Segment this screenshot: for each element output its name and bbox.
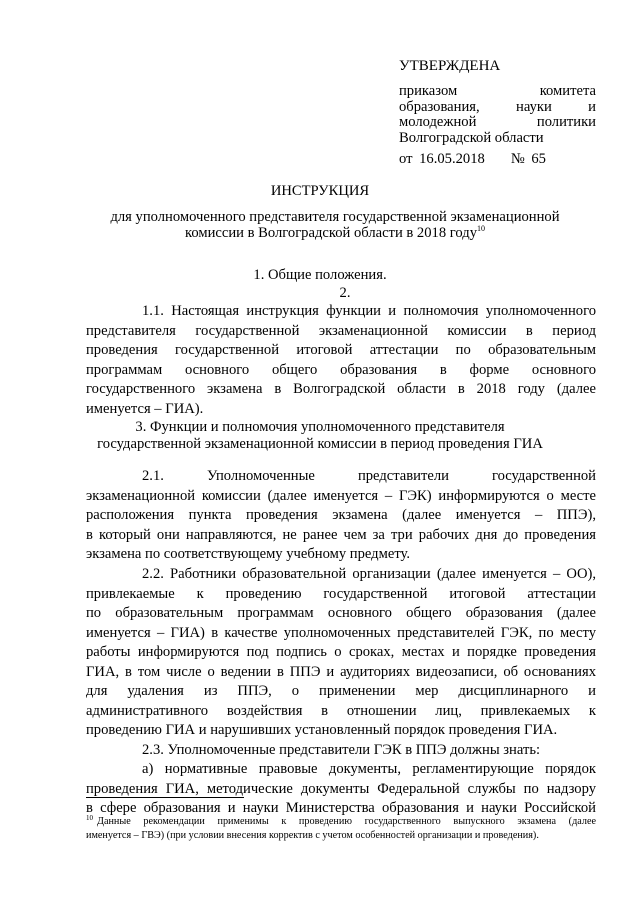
- footnote-number: 10: [86, 813, 93, 822]
- paragraph-a: [86, 760, 596, 819]
- paragraph-1-1: [86, 302, 596, 419]
- para-line: программам основного общего образования в форме основного: [86, 361, 596, 378]
- para-line: ГИА, в том числе о ведении в ППЭ и аудиториях видеозаписи, об основаниях: [86, 663, 596, 680]
- para-line: а) нормативные правовые документы, регламентирующие порядок: [142, 761, 596, 777]
- footnote-separator: [86, 797, 244, 798]
- approval-line: Волгоградской области: [399, 129, 544, 146]
- para-line: в сфере образования и науки Министерства образования и науки Российской: [86, 800, 596, 816]
- para-line: привлекаемые к проведению государственной итоговой аттестации: [86, 585, 596, 602]
- approval-line: образования, науки и: [399, 98, 596, 115]
- para-line: экзамена по соответствующему учебному предмету.: [86, 546, 410, 562]
- para-line: в который они направляются, не ранее чем за три рабочих дня до проведения: [86, 526, 596, 543]
- approval-line: молодежной политики: [399, 114, 596, 130]
- approval-number: № 65: [510, 151, 546, 167]
- para-line: 2.3. Уполномоченные представители ГЭК в ППЭ должны знать:: [142, 742, 541, 758]
- para-line: именуется – ГИА).: [86, 400, 204, 417]
- paragraph-2-1: [86, 467, 596, 565]
- paragraph-2-3: [86, 741, 596, 761]
- para-line: проведению ГИА и нарушивших установленный порядок проведения ГИА.: [86, 722, 558, 738]
- footnote: [86, 815, 596, 843]
- para-line: для удаления из ППЭ, о применении мер дисциплинарного и: [86, 683, 596, 699]
- para-line: расположения пункта проведения экзамена (далее именуется – ППЭ),: [86, 507, 596, 523]
- para-line: по образовательным программам основного общего образования (далее: [86, 605, 596, 621]
- para-line: проведения ГИА, методические документы Федеральной службы по надзору: [86, 780, 596, 797]
- section-heading-general: 1. Общие положения.: [253, 267, 387, 283]
- approval-date-number: [399, 150, 546, 170]
- para-line: проведения государственной итоговой аттестации по образовательным: [86, 342, 596, 358]
- subtitle-line: для уполномоченного представителя государственной экзаменационной: [110, 209, 560, 225]
- approval-line: приказом комитета: [399, 83, 596, 99]
- section-heading-functions: [0, 419, 640, 453]
- para-line: работы информируются под подпись о сроках, местах и порядке проведения: [86, 644, 596, 660]
- document-subtitle: [100, 209, 570, 241]
- para-line: именуется – ГИА) в качестве уполномоченных представителей ГЭК, по месту: [86, 624, 596, 641]
- para-line: 2.2. Работники образовательной организации (далее именуется – ОО),: [142, 566, 596, 582]
- section-stray-number: 2.: [339, 285, 351, 301]
- heading-line: государственной экзаменационной комиссии в период проведения ГИА: [97, 436, 543, 452]
- para-line: административного воздействия в отношении лиц, привлекаемых к: [86, 702, 596, 719]
- approval-title: УТВЕРЖДЕНА: [399, 58, 501, 74]
- footnote-line: Данные рекомендации применимы к проведению государственного выпускного экзамена (далее: [97, 816, 596, 827]
- para-line: экзаменационной комиссии (далее именуется – ГЭК) информируются о месте: [86, 487, 596, 504]
- para-line: государственного экзамена в Волгоградской области в 2018 году (далее: [86, 381, 596, 397]
- para-line: 2.1. Уполномоченные представители государственной: [142, 468, 596, 484]
- footnote-line: именуется – ГВЭ) (при условии внесения корректив с учетом особенностей организации и проведения).: [86, 830, 539, 841]
- document-title: ИНСТРУКЦИЯ: [270, 183, 370, 199]
- footnote-reference[interactable]: 10: [477, 224, 485, 234]
- para-line: представителя государственной экзаменационной комиссии в период: [86, 322, 596, 339]
- subtitle-line: комиссии в Волгоградской области в 2018 году: [184, 225, 477, 241]
- heading-line: 3. Функции и полномочия уполномоченного представителя: [135, 419, 505, 435]
- approval-order-text: [399, 84, 596, 146]
- paragraph-2-2: [86, 565, 596, 741]
- approval-date: от 16.05.2018: [399, 151, 485, 167]
- para-line: 1.1. Настоящая инструкция функции и полномочия уполномоченного: [142, 303, 596, 319]
